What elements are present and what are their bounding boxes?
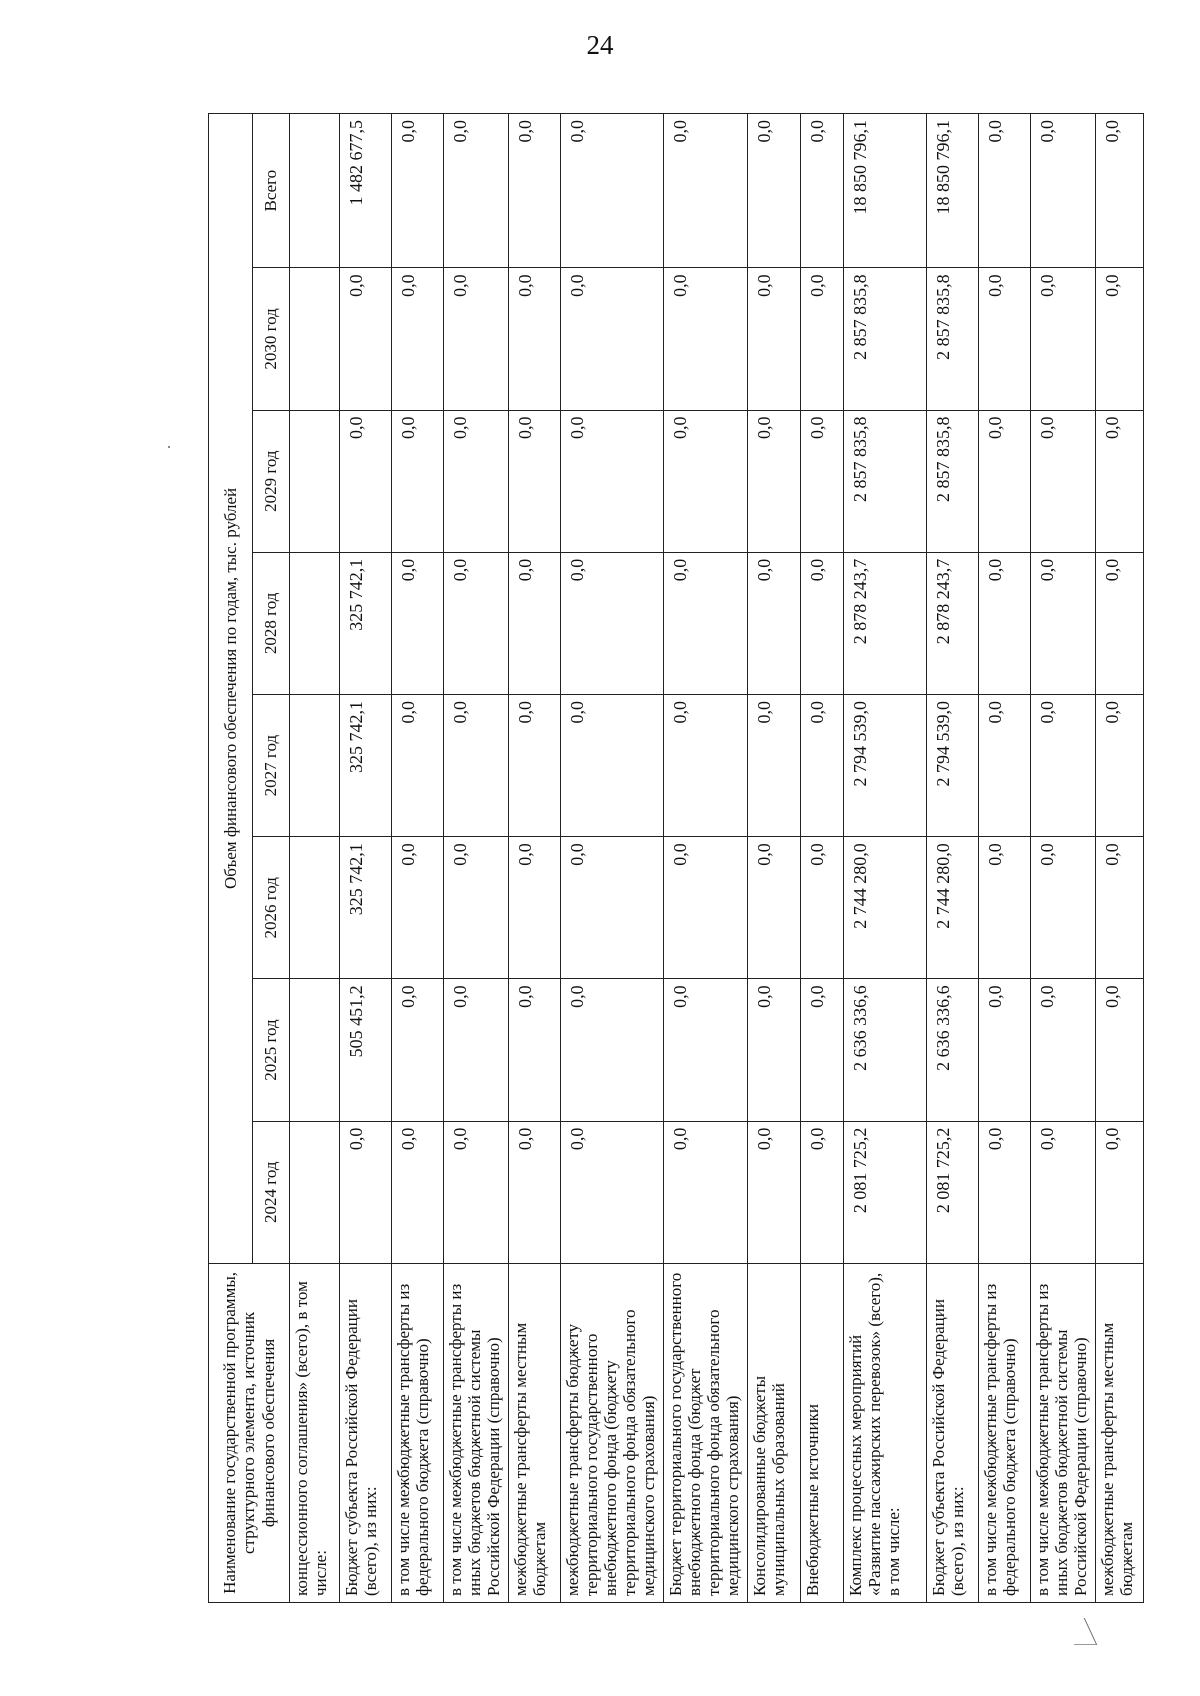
cell-value: 0,0	[748, 552, 801, 694]
cell-value: 0,0	[1096, 268, 1144, 410]
cell-value: 0,0	[392, 837, 444, 979]
cell-value: 0,0	[1031, 979, 1096, 1121]
cell-value: 505 451,2	[340, 979, 392, 1121]
cell-value: 0,0	[1096, 552, 1144, 694]
cell-value: 2 744 280,0	[927, 837, 979, 979]
row-label: концессионного соглашения» (всего), в том числе:	[290, 1263, 340, 1602]
cell-value: 0,0	[392, 1121, 444, 1263]
cell-value	[290, 979, 340, 1121]
row-label: Комплекс процессных мероприятий «Развитие пассажирских перевозок» (всего), в том числе:	[844, 1263, 927, 1602]
cell-value: 2 794 539,0	[844, 694, 927, 836]
row-label: в том числе межбюджетные трансферты из федерального бюджета (справочно)	[979, 1263, 1031, 1602]
table-row	[509, 114, 561, 1603]
cell-value: 0,0	[561, 837, 664, 979]
cell-total: 0,0	[1096, 114, 1144, 268]
table-row	[290, 114, 340, 1603]
table-row	[664, 114, 748, 1603]
cell-value: 2 081 725,2	[927, 1121, 979, 1263]
table-row	[340, 114, 392, 1603]
header-year: 2025 год	[253, 979, 290, 1121]
financing-table	[208, 113, 1144, 1603]
cell-value: 0,0	[444, 979, 509, 1121]
cell-total: 0,0	[979, 114, 1031, 268]
cell-value: 0,0	[664, 410, 748, 552]
cell-value: 0,0	[1096, 979, 1144, 1121]
header-year: 2029 год	[253, 410, 290, 552]
cell-total: 0,0	[392, 114, 444, 268]
scan-speck	[168, 446, 170, 448]
row-label: Бюджет субъекта Российской Федерации (всего), из них:	[340, 1263, 392, 1602]
table-row	[1096, 114, 1144, 1603]
row-label: межбюджетные трансферты бюджету территориального государственного внебюджетного фонда (бюджету территориального фонда обязательного медицинского страхования)	[561, 1263, 664, 1602]
cell-value: 0,0	[664, 268, 748, 410]
cell-value	[290, 1121, 340, 1263]
cell-value: 2 636 336,6	[844, 979, 927, 1121]
cell-value: 2 744 280,0	[844, 837, 927, 979]
cell-value: 0,0	[801, 1121, 844, 1263]
cell-value: 0,0	[509, 837, 561, 979]
cell-total: 18 850 796,1	[927, 114, 979, 268]
header-total: Всего	[253, 114, 290, 268]
cell-value: 0,0	[509, 410, 561, 552]
cell-value: 0,0	[561, 694, 664, 836]
cell-value: 0,0	[561, 1121, 664, 1263]
header-financing-group: Объем финансового обеспечения по годам, тыс. рублей	[209, 114, 253, 1264]
cell-value: 0,0	[801, 837, 844, 979]
table-row	[801, 114, 844, 1603]
header-year: 2024 год	[253, 1121, 290, 1263]
cell-value: 0,0	[444, 410, 509, 552]
cell-value: 2 857 835,8	[844, 410, 927, 552]
cell-value: 0,0	[664, 837, 748, 979]
cell-value: 0,0	[979, 1121, 1031, 1263]
cell-value: 325 742,1	[340, 694, 392, 836]
row-label: Консолидированные бюджеты муниципальных образований	[748, 1263, 801, 1602]
cell-value: 0,0	[444, 268, 509, 410]
header-year: 2028 год	[253, 552, 290, 694]
cell-value: 0,0	[392, 979, 444, 1121]
header-name-column: Наименование государственной программы, структурного элемента, источник финансового обеспечения	[209, 1263, 290, 1602]
cell-value: 0,0	[340, 410, 392, 552]
cell-value: 0,0	[392, 694, 444, 836]
cell-value: 0,0	[509, 694, 561, 836]
table-row	[444, 114, 509, 1603]
cell-value: 0,0	[1031, 694, 1096, 836]
cell-value: 0,0	[748, 268, 801, 410]
table-row	[979, 114, 1031, 1603]
cell-value	[290, 268, 340, 410]
cell-value: 0,0	[1031, 837, 1096, 979]
cell-value: 0,0	[444, 1121, 509, 1263]
page-number: 24	[586, 30, 614, 60]
row-label: в том числе межбюджетные трансферты из иных бюджетов бюджетной системы Российской Федерации (справочно)	[444, 1263, 509, 1602]
row-label: в том числе межбюджетные трансферты из иных бюджетов бюджетной системы Российской Федерации (справочно)	[1031, 1263, 1096, 1602]
cell-value: 0,0	[801, 410, 844, 552]
cell-value: 0,0	[664, 694, 748, 836]
cell-value: 0,0	[561, 410, 664, 552]
table-row	[561, 114, 664, 1603]
cell-value: 0,0	[392, 410, 444, 552]
header-row-group	[209, 114, 253, 1603]
cell-value: 0,0	[444, 837, 509, 979]
cell-value: 0,0	[748, 410, 801, 552]
cell-total: 18 850 796,1	[844, 114, 927, 268]
row-label: в том числе межбюджетные трансферты из федерального бюджета (справочно)	[392, 1263, 444, 1602]
cell-value: 0,0	[1096, 1121, 1144, 1263]
cell-value: 0,0	[340, 268, 392, 410]
cell-value: 0,0	[979, 268, 1031, 410]
cell-value: 0,0	[801, 268, 844, 410]
rotated-table-container	[208, 113, 1137, 1603]
cell-value: 0,0	[801, 694, 844, 836]
cell-value: 0,0	[1031, 268, 1096, 410]
cell-value: 0,0	[801, 979, 844, 1121]
cell-value: 0,0	[561, 979, 664, 1121]
table-row	[927, 114, 979, 1603]
cell-value: 2 857 835,8	[927, 410, 979, 552]
cell-value: 0,0	[340, 1121, 392, 1263]
header-year: 2026 год	[253, 837, 290, 979]
cell-total: 0,0	[748, 114, 801, 268]
row-label: Бюджет субъекта Российской Федерации (всего), из них:	[927, 1263, 979, 1602]
table-row	[748, 114, 801, 1603]
cell-total: 0,0	[801, 114, 844, 268]
cell-total	[290, 114, 340, 268]
table-row	[392, 114, 444, 1603]
cell-value: 0,0	[509, 268, 561, 410]
cell-value: 0,0	[509, 1121, 561, 1263]
cell-value: 0,0	[1031, 410, 1096, 552]
cell-value: 2 857 835,8	[927, 268, 979, 410]
cell-value	[290, 552, 340, 694]
cell-value: 0,0	[748, 694, 801, 836]
cell-value: 0,0	[561, 552, 664, 694]
cell-value: 0,0	[392, 268, 444, 410]
cell-value: 0,0	[444, 694, 509, 836]
cell-value	[290, 410, 340, 552]
cell-value: 325 742,1	[340, 552, 392, 694]
cell-value: 2 878 243,7	[844, 552, 927, 694]
cell-value: 2 794 539,0	[927, 694, 979, 836]
cell-value: 325 742,1	[340, 837, 392, 979]
cell-value: 0,0	[392, 552, 444, 694]
cell-value: 0,0	[748, 1121, 801, 1263]
cell-value: 0,0	[979, 410, 1031, 552]
cell-value: 0,0	[748, 979, 801, 1121]
pen-mark	[1062, 1618, 1098, 1645]
cell-value: 0,0	[1096, 694, 1144, 836]
header-year: 2030 год	[253, 268, 290, 410]
cell-value: 2 636 336,6	[927, 979, 979, 1121]
cell-value: 0,0	[664, 552, 748, 694]
cell-value: 0,0	[1031, 552, 1096, 694]
row-label: Бюджет территориального государственного внебюджетного фонда (бюджет территориального фонда обязательного медицинского страхования)	[664, 1263, 748, 1602]
header-year: 2027 год	[253, 694, 290, 836]
cell-value: 0,0	[1096, 410, 1144, 552]
cell-value	[290, 694, 340, 836]
cell-value: 0,0	[561, 268, 664, 410]
cell-value: 0,0	[979, 552, 1031, 694]
cell-value: 0,0	[444, 552, 509, 694]
cell-total: 1 482 677,5	[340, 114, 392, 268]
cell-total: 0,0	[561, 114, 664, 268]
cell-value: 2 878 243,7	[927, 552, 979, 694]
cell-value	[290, 837, 340, 979]
row-label: Внебюджетные источники	[801, 1263, 844, 1602]
cell-total: 0,0	[664, 114, 748, 268]
cell-total: 0,0	[1031, 114, 1096, 268]
cell-value: 0,0	[509, 979, 561, 1121]
cell-value: 0,0	[664, 1121, 748, 1263]
row-label: межбюджетные трансферты местным бюджетам	[1096, 1263, 1144, 1602]
cell-total: 0,0	[444, 114, 509, 268]
cell-value: 2 081 725,2	[844, 1121, 927, 1263]
cell-value: 2 857 835,8	[844, 268, 927, 410]
row-label: межбюджетные трансферты местным бюджетам	[509, 1263, 561, 1602]
cell-value: 0,0	[509, 552, 561, 694]
cell-value: 0,0	[748, 837, 801, 979]
table-row	[1031, 114, 1096, 1603]
cell-value: 0,0	[979, 694, 1031, 836]
cell-total: 0,0	[509, 114, 561, 268]
cell-value: 0,0	[1031, 1121, 1096, 1263]
cell-value: 0,0	[801, 552, 844, 694]
cell-value: 0,0	[1096, 837, 1144, 979]
cell-value: 0,0	[979, 837, 1031, 979]
table-row	[844, 114, 927, 1603]
cell-value: 0,0	[979, 979, 1031, 1121]
cell-value: 0,0	[664, 979, 748, 1121]
